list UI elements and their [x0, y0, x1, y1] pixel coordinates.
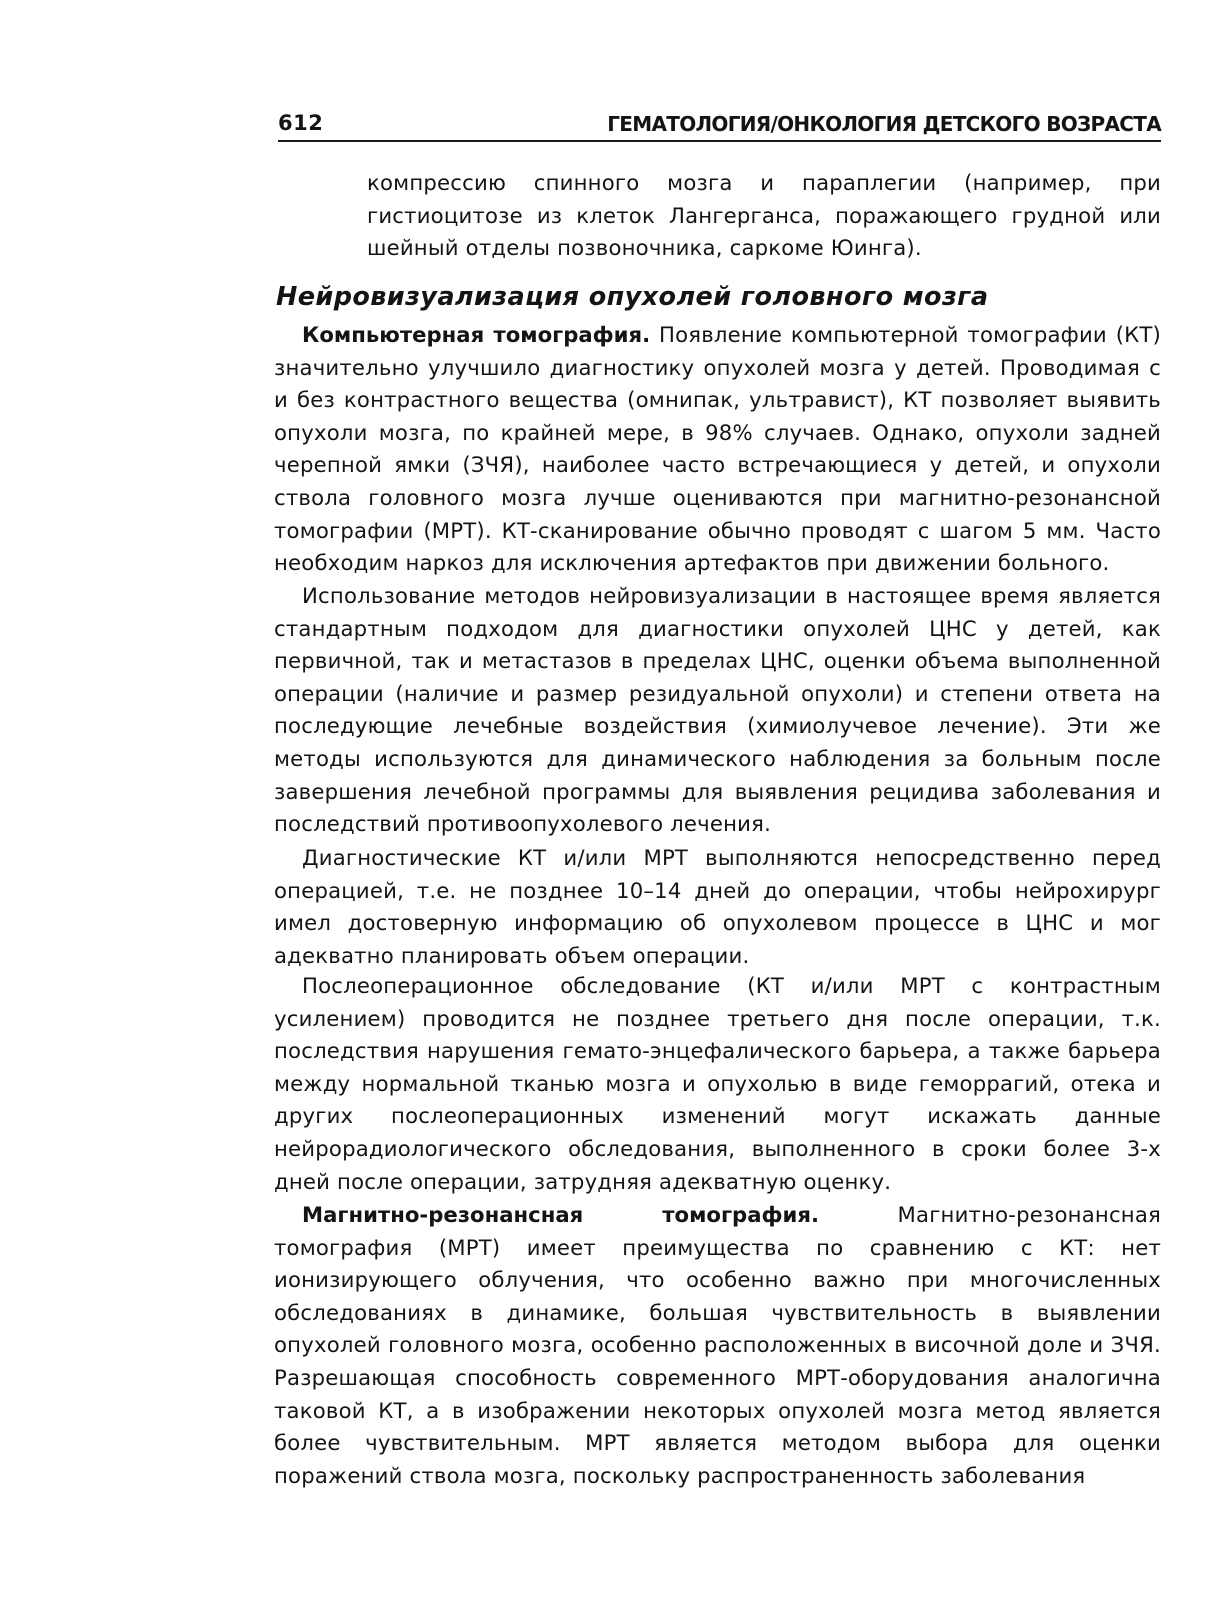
paragraph-diagnostic: Диагностические КТ и/или МРТ выполняются непосредственно перед операцией, т.е. не позднее 10–14 дней до операции, чтобы нейрохирург имел достоверную информацию об опухолевом процессе в ЦНС и мог адекватно планировать объем операции. [274, 845, 1161, 968]
run-in-heading-ct: Компьютерная томография. [302, 322, 651, 347]
paragraph-postoperative: Послеоперационное обследование (КТ и/или МРТ с контрастным усилением) проводится не позднее третьего дня после операции, т.к. последствия нарушения гемато-энцефалического барьера, а также барьера между нормальной тканью мозга и опухолью в виде геморрагий, отека и других послеоперационных изменений могут искажать данные нейрорадиологического обследования, выполненного в сроки более 3-х дней после операции, затрудняя адекватную оценку. [274, 973, 1161, 1194]
page-number: 612 [278, 111, 324, 135]
page-header [278, 106, 1161, 142]
paragraph-ct [274, 319, 1161, 580]
paragraph-text: Магнитно-резонансная томография (МРТ) имеет преимущества по сравнению с КТ: нет ионизирующего облучения, что особенно важно при многочисленных обследованиях в динамике, большая чувствительность в выявлении опухолей головного мозга, особенно расположенных в височной доле и ЗЧЯ. Разрешающая способность современного МРТ-оборудования аналогична таковой КТ, а в изображении некоторых опухолей мозга метод является более чувствительным. МРТ является методом выбора для оценки поражений ствола мозга, поскольку распространенность заболевания [274, 1202, 1161, 1488]
continued-paragraph: компрессию спинного мозга и параплегии (например, при гистиоцитозе из клеток Лангерганса, поражающего грудной или шейный отделы позвоночника, саркоме Юинга). [367, 170, 1161, 261]
running-title: ГЕМАТОЛОГИЯ/ОНКОЛОГИЯ ДЕТСКОГО ВОЗРАСТА [607, 112, 1161, 136]
section-heading: Нейровизуализация опухолей головного мозга [276, 282, 989, 312]
paragraph-text: Появление компьютерной томографии (КТ) значительно улучшило диагностику опухолей мозга у детей. Проводимая с и без контрастного вещества (омнипак, ультравист), КТ позволяет выявить опухоли мозга, по крайней мере, в 98% случаев. Однако, опухоли задней черепной ямки (ЗЧЯ), наиболее часто встречающиеся у детей, и опухоли ствола головного мозга лучше оцениваются при магнитно-резонансной томографии (МРТ). КТ-сканирование обычно проводят с шагом 5 мм. Часто необходим наркоз для исключения артефактов при движении больного. [274, 322, 1162, 576]
run-in-heading-mri: Магнитно-резонансная томография. [302, 1202, 820, 1227]
paragraph-mri [274, 1199, 1161, 1492]
paragraph-neuroimaging-use: Использование методов нейровизуализации в настоящее время является стандартным подходом для диагностики опухолей ЦНС у детей, как первичной, так и метастазов в пределах ЦНС, оценки объема выполненной операции (наличие и размер резидуальной опухоли) и степени ответа на последующие лечебные воздействия (химиолучевое лечение). Эти же методы используются для динамического наблюдения за больным после завершения лечебной программы для выявления рецидива заболевания и последствий противоопухолевого лечения. [274, 583, 1161, 837]
